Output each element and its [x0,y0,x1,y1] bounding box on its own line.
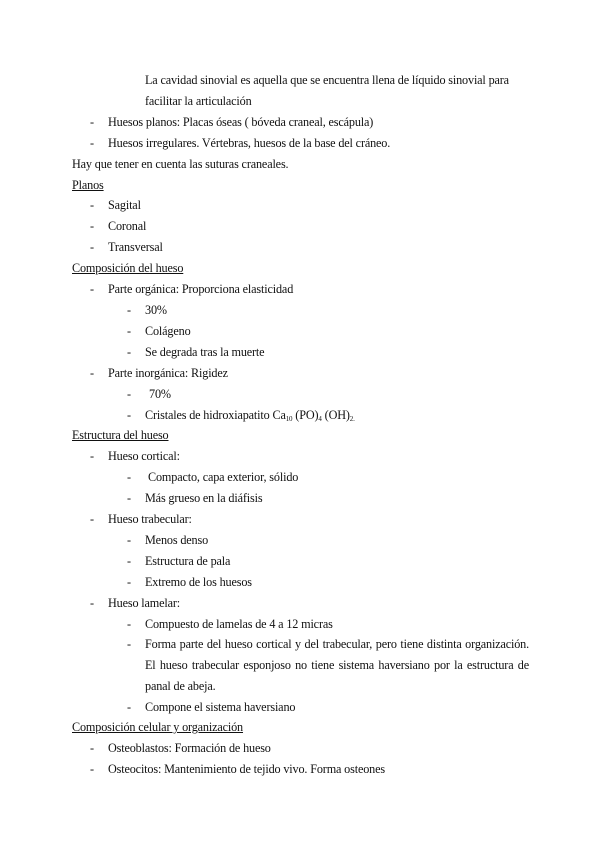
bullet-dash: - [127,387,131,401]
bullet-dash: - [90,282,94,296]
bullet-dash: - [90,741,94,755]
list-item-hueso-lamelar: Hueso lamelar: [108,596,181,610]
subscript-10: 10 [285,415,293,423]
section-heading-planos: Planos [72,178,104,192]
sub-item-30: 30% [145,303,167,317]
bullet-dash: - [90,219,94,233]
list-item-sagital: Sagital [108,198,141,212]
bullet-dash: - [127,470,131,484]
subscript-2: 2. [349,415,355,423]
sub-item-lamelas: Compuesto de lamelas de 4 a 12 micras [145,617,333,631]
bullet-dash: - [127,554,131,568]
bullet-dash: - [90,366,94,380]
sub-item-70: 70% [149,387,171,401]
list-item-huesos-irregulares: Huesos irregulares. Vértebras, huesos de la base del cráneo. [108,136,391,150]
sub-item-menos-denso: Menos denso [145,533,209,547]
list-item-osteoblastos: Osteoblastos: Formación de hueso [108,741,271,755]
bullet-dash: - [127,700,131,714]
list-item-coronal: Coronal [108,219,147,233]
bullet-dash: - [127,533,131,547]
sub-item-extremo: Extremo de los huesos [145,575,252,589]
sub-item-sistema-haversiano: Compone el sistema haversiano [145,700,296,714]
crystal-text: Cristales de hidroxiapatito Ca [145,408,286,422]
list-item-parte-organica: Parte orgánica: Proporciona elasticidad [108,282,294,296]
bullet-dash: - [90,115,94,129]
section-heading-celular: Composición celular y organización [72,720,244,734]
sub-item-estructura-pala: Estructura de pala [145,554,231,568]
list-item-huesos-planos: Huesos planos: Placas óseas ( bóveda craneal, escápula) [108,115,374,129]
sub-item-mas-grueso: Más grueso en la diáfisis [145,491,263,505]
sub-item-forma-parte: Forma parte del hueso cortical y del trabecular, pero tiene distinta organización. El hueso trabecular esponjoso no tiene sistema haversiano por la estructura de panal de abeja. [145,637,529,693]
bullet-dash: - [127,408,131,422]
subscript-4: 4 [318,415,322,423]
list-item-osteocitos: Osteocitos: Mantenimiento de tejido vivo. Forma osteones [108,762,385,776]
sub-item-degrada: Se degrada tras la muerte [145,345,265,359]
sub-item-colageno: Colágeno [145,324,191,338]
sutures-note: Hay que tener en cuenta las suturas craneales. [72,157,289,171]
bullet-dash: - [90,596,94,610]
list-item-hueso-cortical: Hueso cortical: [108,449,180,463]
crystal-oh: (OH) [321,408,350,422]
crystal-po: (PO) [292,408,319,422]
sub-item-cristales [145,407,355,423]
bullet-dash: - [90,762,94,776]
list-item-hueso-trabecular: Hueso trabecular: [108,512,192,526]
bullet-dash: - [127,617,131,631]
bullet-dash: - [127,324,131,338]
bullet-dash: - [90,240,94,254]
sub-item-compacto: Compacto, capa exterior, sólido [148,470,299,484]
bullet-dash: - [127,345,131,359]
intro-line-1: La cavidad sinovial es aquella que se encuentra llena de líquido sinovial para [145,73,509,87]
bullet-dash: - [127,575,131,589]
bullet-dash: - [90,198,94,212]
bullet-dash: - [127,303,131,317]
bullet-dash: - [127,637,131,651]
list-item-transversal: Transversal [108,240,163,254]
bullet-dash: - [90,136,94,150]
bullet-dash: - [90,449,94,463]
section-heading-estructura: Estructura del hueso [72,428,169,442]
section-heading-composicion: Composición del hueso [72,261,184,275]
list-item-parte-inorganica: Parte inorgánica: Rigidez [108,366,228,380]
bullet-dash: - [127,491,131,505]
bullet-dash: - [90,512,94,526]
intro-line-2: facilitar la articulación [145,94,252,108]
